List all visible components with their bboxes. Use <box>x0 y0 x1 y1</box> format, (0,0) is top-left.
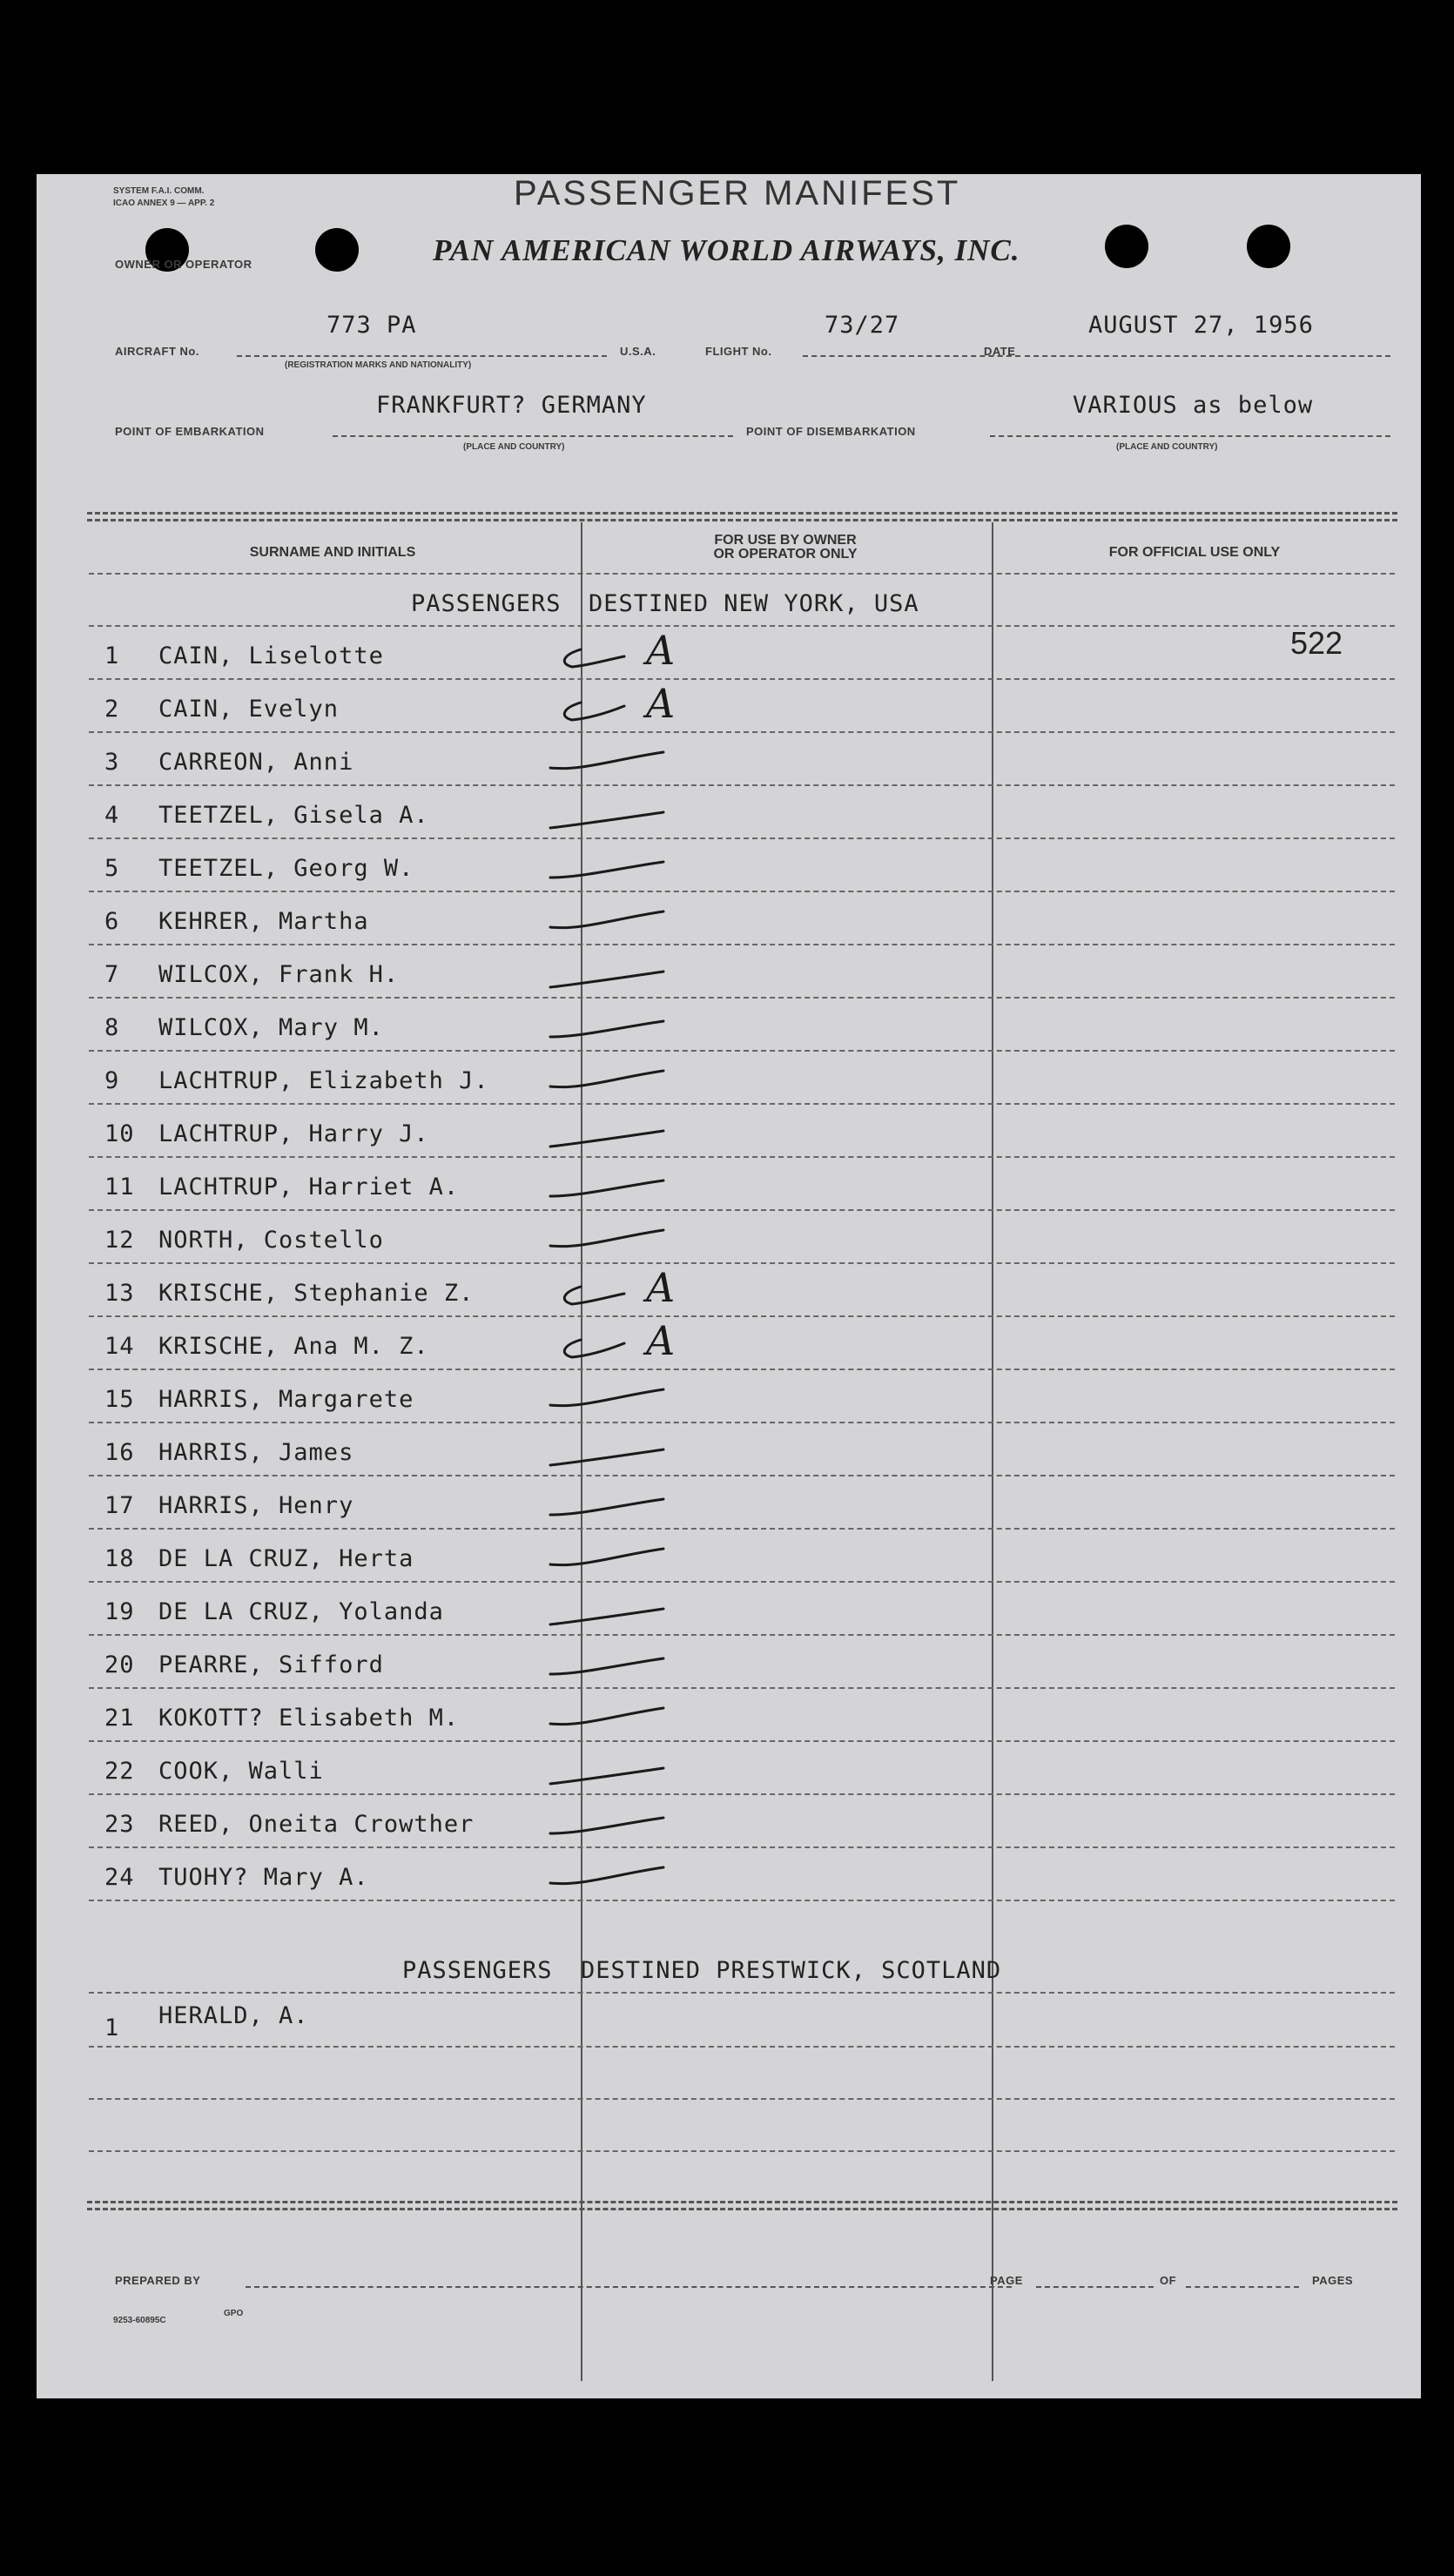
passenger-name: COOK, Walli <box>158 1758 324 1785</box>
passenger-number: 14 <box>104 1333 135 1360</box>
disembarkation-underline <box>990 435 1390 437</box>
passenger-row <box>37 1052 1421 1105</box>
date-value: AUGUST 27, 1956 <box>1088 312 1314 339</box>
aircraft-sublabel: (REGISTRATION MARKS AND NATIONALITY) <box>285 360 472 370</box>
form-corner-line2: ICAO ANNEX 9 — APP. 2 <box>113 198 215 208</box>
passenger-row <box>37 1848 1421 1901</box>
passenger-name: DE LA CRUZ, Herta <box>158 1545 414 1572</box>
form-corner-line1: SYSTEM F.A.I. COMM. <box>113 186 205 196</box>
passenger-row <box>37 1476 1421 1530</box>
date-underline <box>1025 355 1390 357</box>
passenger-row <box>37 1742 1421 1795</box>
passenger-number: 12 <box>104 1227 135 1254</box>
passenger-row <box>37 999 1421 1052</box>
passenger-name: REED, Oneita Crowther <box>158 1811 475 1838</box>
passenger-number: 5 <box>104 855 120 882</box>
passenger-number: 24 <box>104 1864 135 1891</box>
passenger-row <box>37 680 1421 733</box>
form-number: 9253-60895C <box>113 2316 166 2325</box>
official-number: 522 <box>1290 625 1343 661</box>
passenger-number: 9 <box>104 1067 120 1094</box>
row-rule <box>89 2046 1395 2048</box>
embarkation-sublabel: (PLACE AND COUNTRY) <box>463 442 565 452</box>
pages-label: PAGES <box>1312 2274 1354 2287</box>
passenger-name: LACHTRUP, Elizabeth J. <box>158 1067 489 1094</box>
of-label: OF <box>1160 2274 1177 2287</box>
handwritten-mark: A <box>646 1264 676 1311</box>
passenger-name: CAIN, Evelyn <box>158 696 340 723</box>
passenger-row <box>37 1211 1421 1264</box>
col-official-header: FOR OFFICIAL USE ONLY <box>1108 545 1281 560</box>
passenger-name: PEARRE, Sifford <box>158 1651 384 1678</box>
passenger-row <box>37 892 1421 945</box>
passenger-name: HARRIS, Margarete <box>158 1386 414 1413</box>
date-label: DATE <box>984 345 1016 358</box>
passenger-row <box>37 1795 1421 1848</box>
aircraft-underline <box>237 355 607 357</box>
disembarkation-sublabel: (PLACE AND COUNTRY) <box>1116 442 1218 452</box>
passenger-row <box>37 1423 1421 1476</box>
passenger-number: 21 <box>104 1705 135 1732</box>
country-value: U.S.A. <box>620 345 656 358</box>
passenger-row <box>37 1370 1421 1423</box>
passenger-name: TUOHY? Mary A. <box>158 1864 369 1891</box>
prepared-by-underline <box>246 2286 1012 2288</box>
passenger-number: 3 <box>104 749 120 776</box>
aircraft-value: 773 PA <box>326 312 417 339</box>
passenger-row <box>37 1317 1421 1370</box>
passenger-name: KEHRER, Martha <box>158 908 369 935</box>
passenger-row <box>37 1636 1421 1689</box>
page-underline <box>1036 2286 1154 2288</box>
passenger-number: 15 <box>104 1386 135 1413</box>
printer-stamp: GPO <box>224 2309 244 2318</box>
passenger-name: NORTH, Costello <box>158 1227 384 1254</box>
passenger-name: TEETZEL, Georg W. <box>158 855 414 882</box>
row-rule <box>89 2150 1395 2152</box>
passenger-name: KOKOTT? Elisabeth M. <box>158 1705 460 1732</box>
passenger-number: 4 <box>104 802 120 829</box>
manifest-sheet <box>37 174 1421 2398</box>
passenger-name: KRISCHE, Stephanie Z. <box>158 1280 475 1307</box>
prepared-by-label: PREPARED BY <box>115 2274 201 2287</box>
col-owner-header-line1: FOR USE BY OWNER <box>714 533 857 548</box>
passenger-number: 1 <box>104 2014 120 2041</box>
punch-hole <box>315 228 359 272</box>
passenger-name: LACHTRUP, Harriet A. <box>158 1174 460 1201</box>
embarkation-value: FRANKFURT? GERMANY <box>376 392 647 419</box>
flight-value: 73/27 <box>825 312 900 339</box>
passenger-number: 22 <box>104 1758 135 1785</box>
flight-label: FLIGHT No. <box>705 345 772 358</box>
passenger-number: 1 <box>104 642 120 669</box>
passenger-name: HERALD, A. <box>158 2002 309 2029</box>
passenger-name: TEETZEL, Gisela A. <box>158 802 429 829</box>
passenger-row <box>37 1530 1421 1583</box>
section2-destination: DESTINED PRESTWICK, SCOTLAND <box>581 1957 1002 1984</box>
airline-name: PAN AMERICAN WORLD AIRWAYS, INC. <box>433 233 1020 267</box>
passenger-number: 2 <box>104 696 120 723</box>
passenger-number: 20 <box>104 1651 135 1678</box>
punch-hole <box>1105 225 1148 268</box>
passenger-number: 13 <box>104 1280 135 1307</box>
passenger-name: KRISCHE, Ana M. Z. <box>158 1333 429 1360</box>
passenger-row <box>37 786 1421 839</box>
passenger-row <box>37 945 1421 999</box>
handwritten-mark: A <box>646 627 676 674</box>
passenger-number: 10 <box>104 1120 135 1147</box>
passenger-number: 6 <box>104 908 120 935</box>
passenger-number: 19 <box>104 1598 135 1625</box>
table-top-rule <box>87 512 1397 521</box>
passenger-name: CARREON, Anni <box>158 749 354 776</box>
passenger-number: 17 <box>104 1492 135 1519</box>
passenger-name: CAIN, Liselotte <box>158 642 384 669</box>
passenger-row <box>37 839 1421 892</box>
punch-hole <box>1247 225 1290 268</box>
passenger-number: 23 <box>104 1811 135 1838</box>
embarkation-underline <box>333 435 733 437</box>
aircraft-label: AIRCRAFT No. <box>115 345 199 358</box>
section2-label: PASSENGERS <box>402 1957 553 1984</box>
passenger-row <box>37 1689 1421 1742</box>
handwritten-mark: A <box>646 680 676 727</box>
passenger-row <box>37 1994 1421 2046</box>
passenger-number: 7 <box>104 961 120 988</box>
passenger-name: HARRIS, James <box>158 1439 354 1466</box>
page-title: PASSENGER MANIFEST <box>514 174 961 212</box>
row-rule <box>89 2098 1395 2100</box>
page-label: PAGE <box>990 2274 1023 2287</box>
col-owner-header-line2: OR OPERATOR ONLY <box>713 547 858 562</box>
owner-label: OWNER OR OPERATOR <box>115 258 252 271</box>
header-rule <box>89 573 1395 575</box>
row-rule <box>89 1900 1395 1901</box>
passenger-name: DE LA CRUZ, Yolanda <box>158 1598 444 1625</box>
passenger-number: 16 <box>104 1439 135 1466</box>
table-bottom-rule <box>87 2201 1397 2210</box>
passenger-row <box>37 733 1421 786</box>
passenger-name: WILCOX, Frank H. <box>158 961 400 988</box>
disembarkation-value: VARIOUS as below <box>1073 392 1314 419</box>
section1-label: PASSENGERS <box>411 590 562 617</box>
handwritten-mark: A <box>646 1317 676 1364</box>
passenger-row <box>37 1105 1421 1158</box>
passenger-name: LACHTRUP, Harry J. <box>158 1120 429 1147</box>
passenger-number: 8 <box>104 1014 120 1041</box>
passenger-row <box>37 1583 1421 1636</box>
embarkation-label: POINT OF EMBARKATION <box>115 425 265 438</box>
disembarkation-label: POINT OF DISEMBARKATION <box>746 425 916 438</box>
passenger-name: WILCOX, Mary M. <box>158 1014 384 1041</box>
col-surname-header: SURNAME AND INITIALS <box>249 545 416 560</box>
passenger-row <box>37 1264 1421 1317</box>
passenger-name: HARRIS, Henry <box>158 1492 354 1519</box>
section1-destination: DESTINED NEW YORK, USA <box>589 590 919 617</box>
passenger-row <box>37 627 1421 680</box>
passenger-number: 11 <box>104 1174 135 1201</box>
of-underline <box>1186 2286 1299 2288</box>
passenger-row <box>37 1158 1421 1211</box>
passenger-number: 18 <box>104 1545 135 1572</box>
